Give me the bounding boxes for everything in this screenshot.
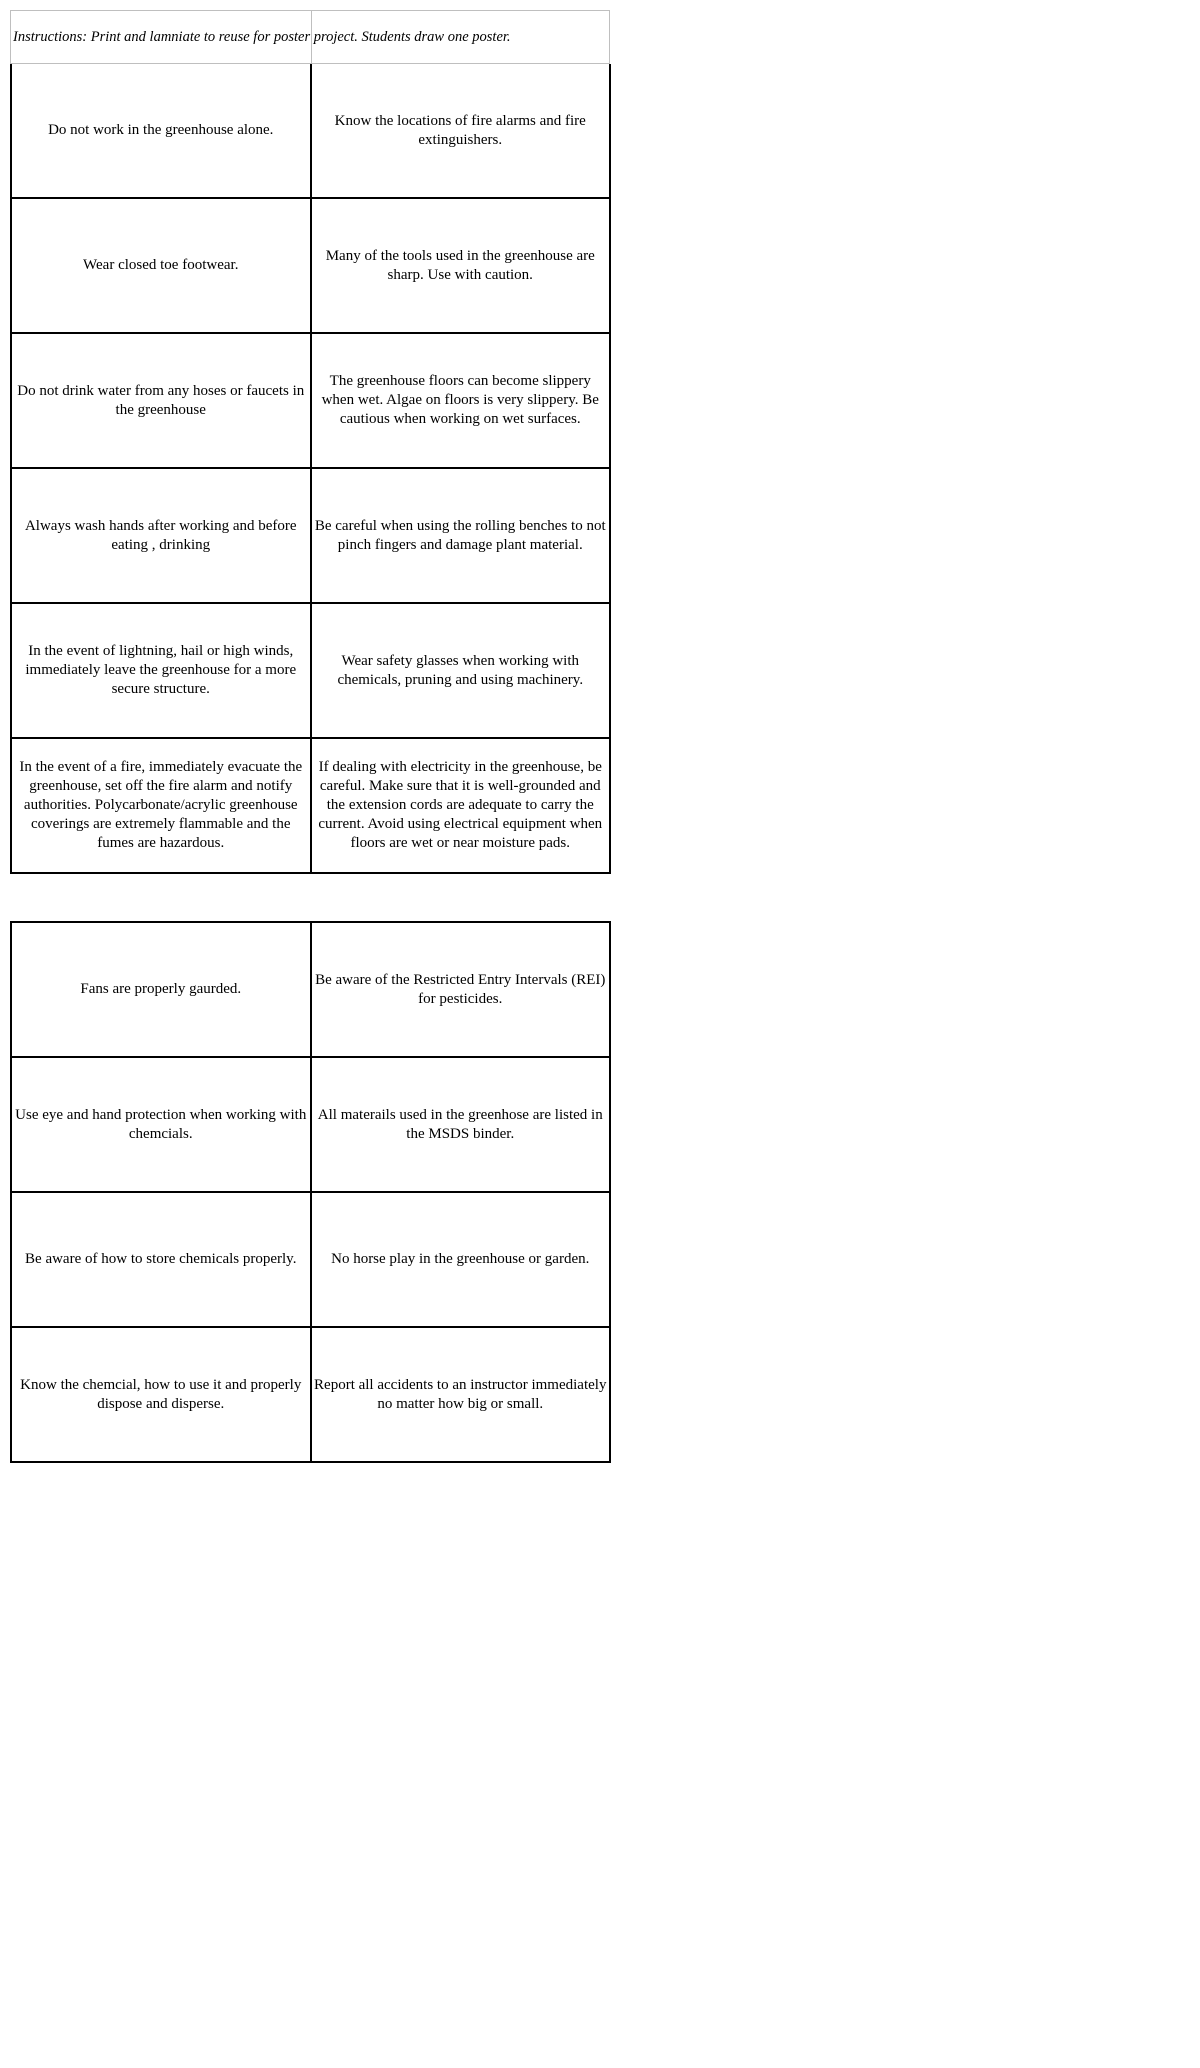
table-row [11,1057,610,1192]
table-row [11,468,610,603]
rule-cell: Do not drink water from any hoses or faucets in the greenhouse [11,333,311,468]
instructions-text: Instructions: Print and lamniate to reuse for poster project. Students draw one poster. [13,29,511,45]
rule-cell: Be aware of the Restricted Entry Intervals (REI) for pesticides. [311,922,611,1057]
rule-cell: If dealing with electricity in the greenhouse, be careful. Make sure that it is well-grounded and the extension cords are adequate to carry the current. Avoid using electrical equipment when floors are wet or near moisture pads. [311,738,611,873]
rule-cell: Wear safety glasses when working with chemicals, pruning and using machinery. [311,603,611,738]
instructions-header [10,10,610,64]
rule-cell: The greenhouse floors can become slippery when wet. Algae on floors is very slippery. Be cautious when working on wet surfaces. [311,333,611,468]
rule-cell: Do not work in the greenhouse alone. [11,64,311,198]
table-row [11,1192,610,1327]
rule-cell: Report all accidents to an instructor immediately no matter how big or small. [311,1327,611,1462]
table-row [11,1327,610,1462]
table-row [11,922,610,1057]
rule-cell: Many of the tools used in the greenhouse are sharp. Use with caution. [311,198,611,333]
rule-cell: Wear closed toe footwear. [11,198,311,333]
rule-cell: No horse play in the greenhouse or garden. [311,1192,611,1327]
table-row [11,603,610,738]
table-row [11,64,610,198]
rule-cell: Fans are properly gaurded. [11,922,311,1057]
rule-cell: Know the chemcial, how to use it and properly dispose and disperse. [11,1327,311,1462]
rule-cell: Be careful when using the rolling benches to not pinch fingers and damage plant material. [311,468,611,603]
table-row [11,738,610,873]
safety-rules-table-1 [10,64,611,874]
rule-cell: Be aware of how to store chemicals properly. [11,1192,311,1327]
rule-cell: Use eye and hand protection when working with chemcials. [11,1057,311,1192]
rule-cell: In the event of a fire, immediately evacuate the greenhouse, set off the fire alarm and notify authorities. Polycarbonate/acrylic greenhouse coverings are extremely flammable and the fumes are hazardous. [11,738,311,873]
table-row [11,333,610,468]
table-row [11,198,610,333]
rule-cell: All materails used in the greenhose are listed in the MSDS binder. [311,1057,611,1192]
safety-rules-table-2 [10,921,611,1463]
rule-cell: Always wash hands after working and before eating , drinking [11,468,311,603]
rule-cell: In the event of lightning, hail or high winds, immediately leave the greenhouse for a more secure structure. [11,603,311,738]
rule-cell: Know the locations of fire alarms and fire extinguishers. [311,64,611,198]
